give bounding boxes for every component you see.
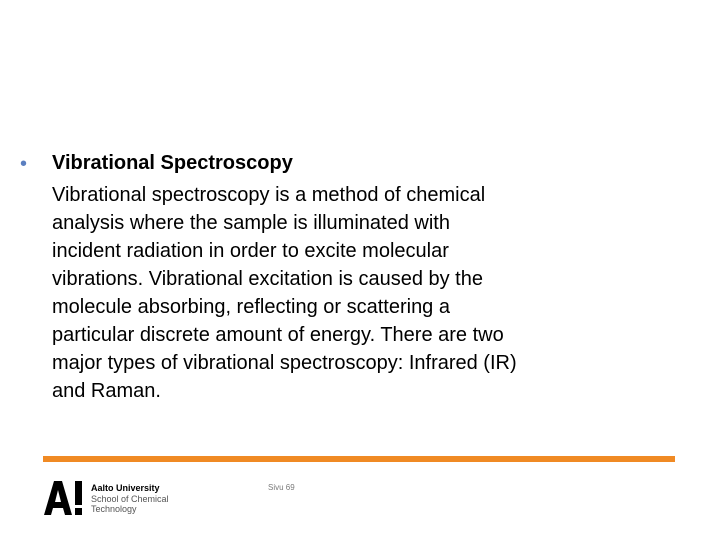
- body-line: Vibrational spectroscopy is a method of chemical: [52, 184, 486, 206]
- body-line: incident radiation in order to excite molecular: [52, 240, 449, 262]
- bullet-heading: Vibrational Spectroscopy: [52, 152, 293, 174]
- footer-divider: [43, 456, 675, 462]
- school-name-line: School of Chemical: [91, 493, 169, 504]
- body-line: major types of vibrational spectroscopy: Infrared (IR): [52, 352, 517, 374]
- organization-text: [91, 483, 169, 515]
- bullet-body: [52, 181, 612, 405]
- body-line: analysis where the sample is illuminated with: [52, 212, 450, 234]
- school-name-line: Technology: [91, 504, 137, 514]
- body-line: vibrations. Vibrational excitation is caused by the: [52, 268, 483, 290]
- body-line: particular discrete amount of energy. There are two: [52, 324, 504, 346]
- body-line: molecule absorbing, reflecting or scattering a: [52, 296, 450, 318]
- organization-name: Aalto University: [91, 483, 160, 493]
- page-number: Sivu 69: [268, 483, 295, 492]
- bullet-dot-icon: •: [20, 153, 28, 175]
- body-line: and Raman.: [52, 380, 161, 402]
- aalto-logo-icon: [44, 481, 84, 515]
